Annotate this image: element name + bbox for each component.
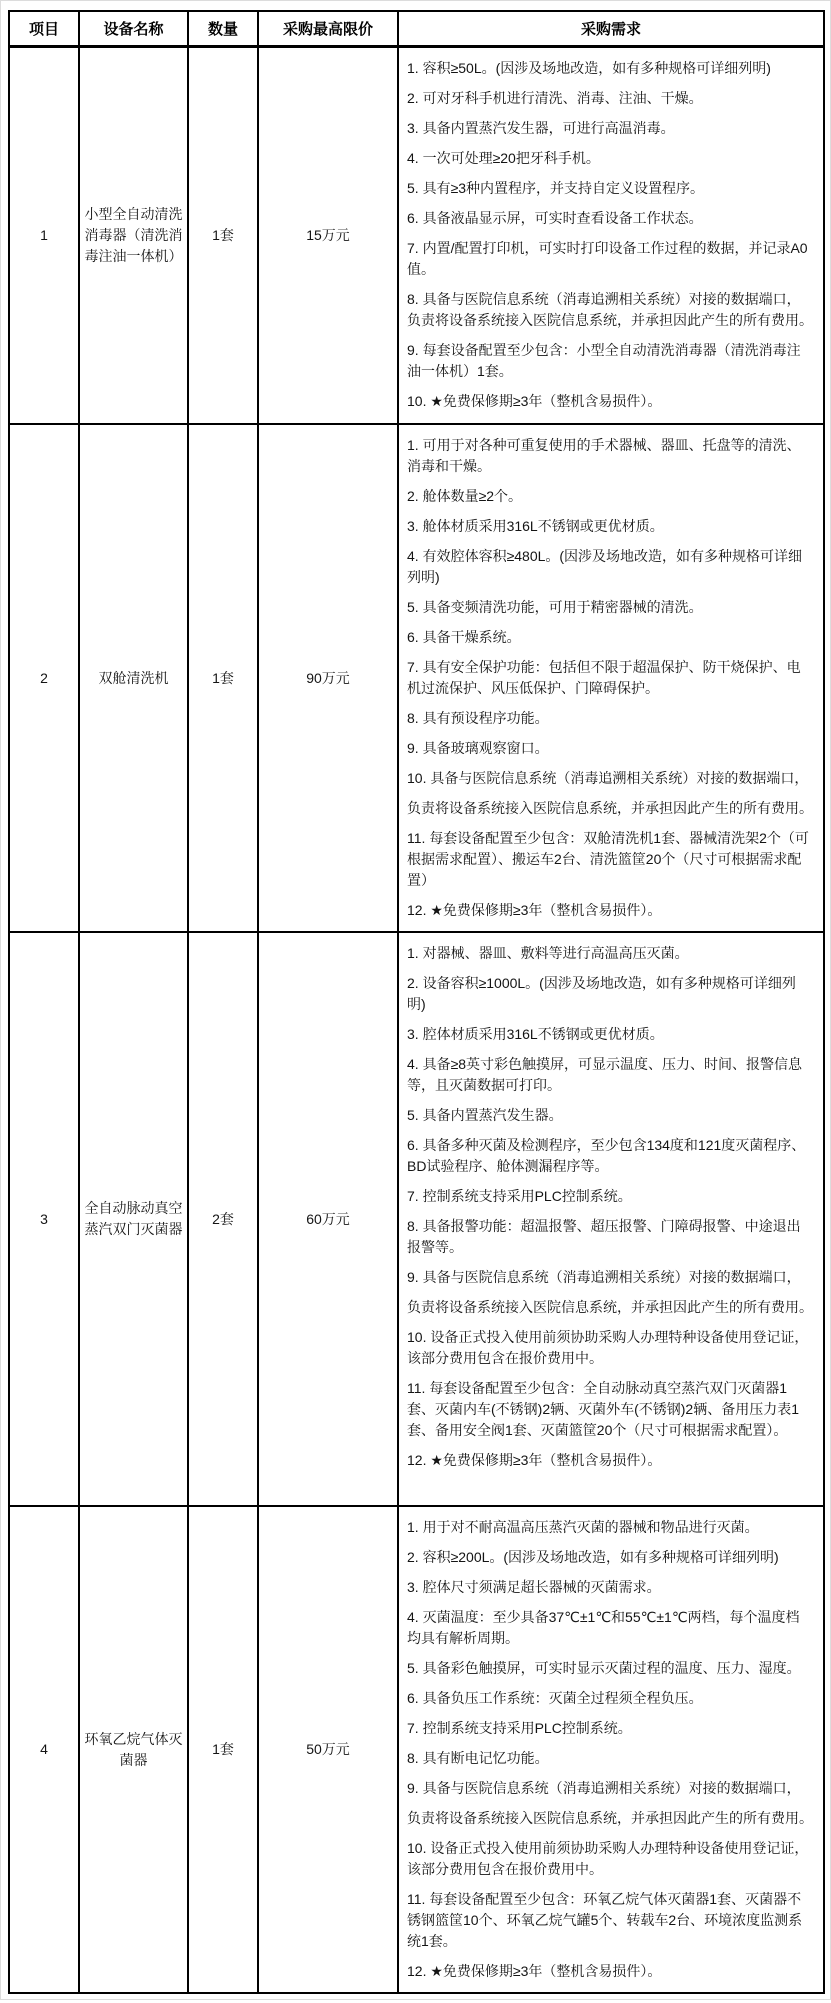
requirement-item: 6. 具备液晶显示屏，可实时查看设备工作状态。: [407, 209, 703, 226]
requirement-item: 5. 具备变频清洗功能，可用于精密器械的清洗。: [407, 599, 703, 615]
requirement-item: 1. 容积≥50L。(因涉及场地改造，如有多种规格可详细列明): [407, 59, 771, 76]
requirement-item: 7. 控制系统支持采用PLC控制系统。: [407, 1720, 632, 1736]
requirement-item: 2. 可对牙科手机进行清洗、消毒、注油、干燥。: [407, 89, 703, 106]
requirement-item: 8. 具备报警功能：超温报警、超压报警、门障碍报警、中途退出报警等。: [407, 1218, 801, 1255]
requirement-item: 12. ★免费保修期≥3年（整机含易损件）。: [407, 1963, 662, 1979]
requirement-item: 10. ★免费保修期≥3年（整机含易损件）。: [407, 392, 662, 409]
requirement-item: 11. 每套设备配置至少包含：环氧乙烷气体灭菌器1套、灭菌器不锈钢篮筐10个、环氧乙烷气罐5个、转载车2台、环境浓度监测系统1套。: [407, 1891, 803, 1949]
requirements-cell: [398, 932, 824, 1506]
requirement-item: 3. 腔体尺寸须满足超长器械的灭菌需求。: [407, 1579, 661, 1595]
header-equipment-name: 设备名称: [79, 11, 188, 46]
requirement-item: 9. 每套设备配置至少包含：小型全自动清洗消毒器（清洗消毒注油一体机）1套。: [407, 341, 801, 379]
table-header-row: [9, 11, 824, 46]
requirement-item: 12. ★免费保修期≥3年（整机含易损件）。: [407, 1452, 662, 1468]
requirement-item: 7. 内置/配置打印机，可实时打印设备工作过程的数据，并记录A0值。: [407, 239, 808, 277]
requirement-item: 6. 具备多种灭菌及检测程序，至少包含134度和121度灭菌程序、BD试验程序、舱体测漏程序等。: [407, 1137, 806, 1174]
header-quantity: 数量: [188, 11, 258, 46]
table-row: [9, 1506, 824, 1993]
requirement-item: 6. 具备负压工作系统：灭菌全过程须全程负压。: [407, 1690, 703, 1706]
item-number-cell: 2: [9, 424, 79, 932]
requirement-item: 7. 控制系统支持采用PLC控制系统。: [407, 1188, 632, 1204]
requirement-item: 3. 舱体材质采用316L不锈钢或更优材质。: [407, 518, 664, 534]
requirement-item: 10. 设备正式投入使用前须协助采购人办理特种设备使用登记证，该部分费用包含在报价费用中。: [407, 1329, 809, 1366]
header-item-number: 项目: [9, 11, 79, 46]
requirement-item: 11. 每套设备配置至少包含：双舱清洗机1套、器械清洗架2个（可根据需求配置）、搬运车2台、清洗篮筐20个（尺寸可根据需求配置）: [407, 830, 809, 888]
requirement-item: 1. 对器械、器皿、敷料等进行高温高压灭菌。: [407, 945, 689, 961]
requirement-item: 4. 灭菌温度：至少具备37℃±1℃和55℃±1℃两档，每个温度档均具有解析周期。: [407, 1609, 800, 1646]
requirement-item: 8. 具有预设程序功能。: [407, 710, 549, 726]
equipment-name-cell: 小型全自动清洗消毒器（清洗消毒注油一体机）: [79, 46, 188, 424]
requirement-item: 1. 可用于对各种可重复使用的手术器械、器皿、托盘等的清洗、消毒和干燥。: [407, 437, 801, 474]
requirement-item: 4. 具备≥8英寸彩色触摸屏，可显示温度、压力、时间、报警信息等，且灭菌数据可打印。: [407, 1056, 803, 1093]
item-number-cell: 4: [9, 1506, 79, 1993]
table-row: [9, 932, 824, 1506]
requirement-item: 6. 具备干燥系统。: [407, 629, 521, 645]
table-row: [9, 46, 824, 424]
requirement-item: 负责将设备系统接入医院信息系统，并承担因此产生的所有费用。: [407, 1810, 813, 1826]
requirement-item: 1. 用于对不耐高温高压蒸汽灭菌的器械和物品进行灭菌。: [407, 1519, 759, 1535]
max-price-cell: 90万元: [258, 424, 398, 932]
requirement-item: 2. 设备容积≥1000L。(因涉及场地改造，如有多种规格可详细列明): [407, 975, 796, 1012]
requirement-item: 8. 具有断电记忆功能。: [407, 1750, 549, 1766]
requirements-cell: [398, 424, 824, 932]
requirement-item: 2. 舱体数量≥2个。: [407, 488, 523, 504]
document-page: [1, 1, 830, 2003]
table-body: [9, 46, 824, 1993]
quantity-cell: 1套: [188, 424, 258, 932]
equipment-name-cell: 环氧乙烷气体灭菌器: [79, 1506, 188, 1993]
requirement-item: 12. ★免费保修期≥3年（整机含易损件）。: [407, 902, 662, 918]
max-price-cell: 60万元: [258, 932, 398, 1506]
requirement-item: 负责将设备系统接入医院信息系统，并承担因此产生的所有费用。: [407, 800, 813, 816]
requirement-item: 2. 容积≥200L。(因涉及场地改造，如有多种规格可详细列明): [407, 1549, 779, 1565]
header-max-price: 采购最高限价: [258, 11, 398, 46]
quantity-cell: 1套: [188, 1506, 258, 1993]
requirement-item: 10. 设备正式投入使用前须协助采购人办理特种设备使用登记证，该部分费用包含在报价费用中。: [407, 1840, 809, 1877]
requirement-item: 3. 腔体材质采用316L不锈钢或更优材质。: [407, 1026, 664, 1042]
procurement-table: [8, 10, 825, 1994]
requirement-item: 5. 具备内置蒸汽发生器。: [407, 1107, 563, 1123]
header-requirements: 采购需求: [398, 11, 824, 46]
requirement-item: 11. 每套设备配置至少包含：全自动脉动真空蒸汽双门灭菌器1套、灭菌内车(不锈钢)2辆、灭菌外车(不锈钢)2辆、备用压力表1套、备用安全阀1套、灭菌篮筐20个（尺寸可根据需求配置）。: [407, 1380, 800, 1438]
table-row: [9, 424, 824, 932]
quantity-cell: 1套: [188, 46, 258, 424]
item-number-cell: 1: [9, 46, 79, 424]
requirements-cell: [398, 1506, 824, 1993]
requirement-item: 负责将设备系统接入医院信息系统，并承担因此产生的所有费用。: [407, 1299, 813, 1315]
requirement-item: 4. 有效腔体容积≥480L。(因涉及场地改造，如有多种规格可详细列明): [407, 548, 803, 585]
requirement-item: 8. 具备与医院信息系统（消毒追溯相关系统）对接的数据端口，负责将设备系统接入医院信息系统，并承担因此产生的所有费用。: [407, 290, 813, 328]
requirement-item: 3. 具备内置蒸汽发生器，可进行高温消毒。: [407, 119, 675, 136]
item-number-cell: 3: [9, 932, 79, 1506]
requirement-item: 5. 具备彩色触摸屏，可实时显示灭菌过程的温度、压力、湿度。: [407, 1660, 801, 1676]
requirement-item: 5. 具有≥3种内置程序，并支持自定义设置程序。: [407, 179, 705, 196]
requirements-cell: [398, 46, 824, 424]
max-price-cell: 50万元: [258, 1506, 398, 1993]
quantity-cell: 2套: [188, 932, 258, 1506]
requirement-item: 9. 具备与医院信息系统（消毒追溯相关系统）对接的数据端口，: [407, 1780, 801, 1796]
requirement-item: 9. 具备与医院信息系统（消毒追溯相关系统）对接的数据端口，: [407, 1269, 801, 1285]
requirement-item: 9. 具备玻璃观察窗口。: [407, 740, 549, 756]
equipment-name-cell: 全自动脉动真空蒸汽双门灭菌器: [79, 932, 188, 1506]
requirement-item: 7. 具有安全保护功能：包括但不限于超温保护、防干烧保护、电机过流保护、风压低保护、门障碍保护。: [407, 659, 801, 696]
equipment-name-cell: 双舱清洗机: [79, 424, 188, 932]
requirement-item: 4. 一次可处理≥20把牙科手机。: [407, 149, 600, 166]
requirement-item: 10. 具备与医院信息系统（消毒追溯相关系统）对接的数据端口，: [407, 770, 809, 786]
max-price-cell: 15万元: [258, 46, 398, 424]
